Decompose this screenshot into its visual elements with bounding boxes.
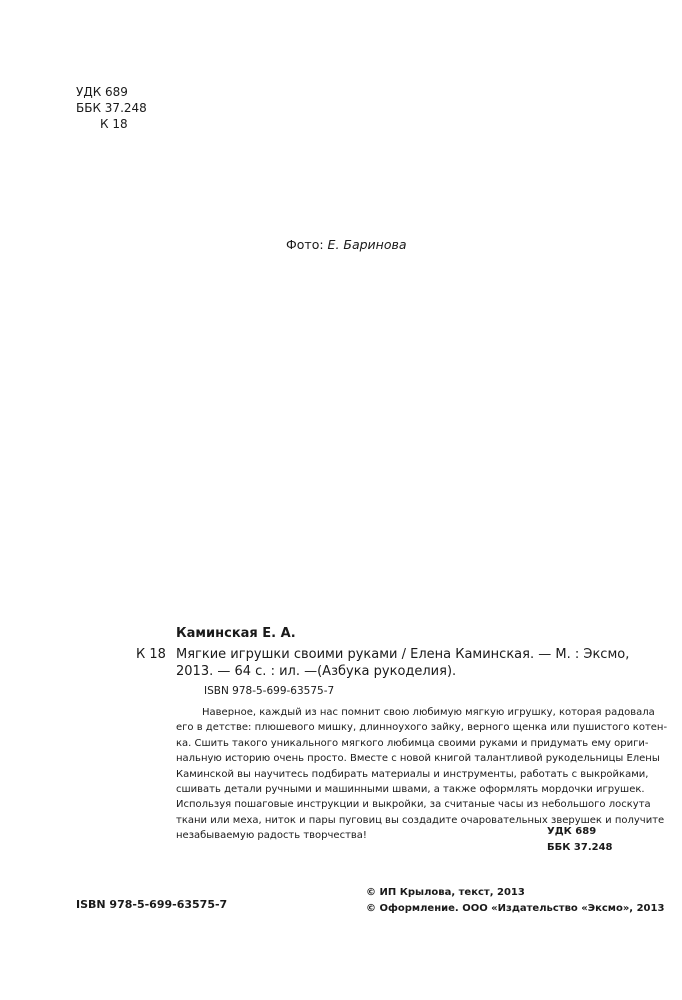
classification-codes-right [547,824,613,856]
annotation-line: Наверное, каждый из нас помнит свою любимую мягкую игрушку, которая радовала [202,707,655,718]
photographer-name: Е. Баринова [327,237,407,252]
author-heading: Каминская Е. А. [176,626,296,641]
copyright-block [366,885,664,917]
isbn-record: ISBN 978-5-699-63575-7 [204,685,335,697]
annotation-line: Используя пошаговые инструкции и выкройки, за считаные часы из небольшого лоскута [176,799,651,811]
annotation-line: незабываемую радость творчества! [176,830,367,842]
author-mark: К 18 [100,117,128,131]
photo-credit [286,237,407,252]
bbk-code: ББК 37.248 [76,101,147,115]
top-classification-codes [76,84,147,132]
isbn-bottom: ISBN 978-5-699-63575-7 [76,898,228,911]
bibliographic-title-line-2: 2013. — 64 с. : ил. —(Азбука рукоделия). [176,664,457,679]
annotation-line: Каминской вы научитесь подбирать материалы и инструменты, работать с выкройками, [176,768,649,780]
annotation-line: нальную историю очень просто. Вместе с новой книгой талантливой рукодельницы Елены [176,753,660,765]
annotation-line: сшивать детали ручными и машинными швами, а также оформлять мордочки игрушек. [176,784,645,796]
photo-label: Фото: [286,237,324,252]
author-mark-record: К 18 [136,647,166,662]
annotation-line: его в детстве: плюшевого мишку, длинноухого зайку, верного щенка или пушистого котен- [176,722,668,734]
udk-code: УДК 689 [76,85,128,99]
annotation [176,705,668,844]
bbk-code-right: ББК 37.248 [547,842,613,853]
bibliographic-title-line-1: Мягкие игрушки своими руками / Елена Каминская. — М. : Эксмо, [176,647,630,662]
annotation-line: ткани или меха, ниток и пары пуговиц вы создадите очаровательных зверушек и получите [176,814,665,826]
udk-code-right: УДК 689 [547,826,597,837]
annotation-line: ка. Сшить такого уникального мягкого любимца своими руками и придумать ему ориги- [176,737,649,749]
copyright-text: © ИП Крылова, текст, 2013 [366,887,525,898]
copyright-design: © Оформление. ООО «Издательство «Эксмо», 2013 [366,903,665,914]
